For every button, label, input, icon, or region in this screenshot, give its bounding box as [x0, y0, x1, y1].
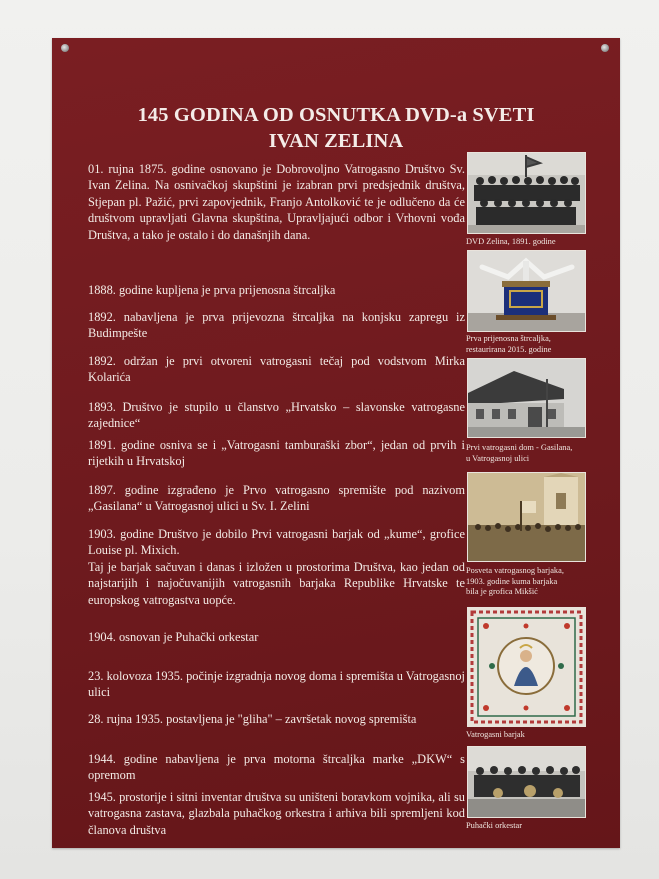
caption-line: Prva prijenosna štrcaljka, [466, 334, 551, 343]
entry-text: 28. rujna 1935. postavljena je "gliha" – završetak novog spremišta [88, 712, 417, 726]
entry-text: 1892. nabavljena je prva prijevozna štrcaljka na konjsku zapregu iz Budimpešte [88, 310, 465, 341]
poster-board [52, 38, 620, 848]
photo-caption: Vatrogasni barjak [466, 730, 525, 739]
timeline-entry [88, 309, 465, 342]
caption-line: Posveta vatrogasnog barjaka, [466, 566, 564, 575]
timeline-entry [88, 437, 465, 470]
entry-text: 1897. godine izgrađeno je Prvo vatrogasno spremište pod nazivom „Gasilana“ u Vatrogasnoj ulici u Sv. I. Zelini [88, 483, 465, 514]
entry-text: 1891. godine osniva se i „Vatrogasni tamburaški zbor“, jedan od prvih i rijetkih u Hrvatskoj [88, 438, 465, 469]
entry-text: 1892. održan je prvi otvoreni vatrogasni tečaj pod vodstvom Mirka Kolarića [88, 354, 465, 385]
entry-text: 1904. osnovan je Puhački orkestar [88, 630, 259, 644]
title-line: IVAN ZELINA [268, 130, 404, 152]
entry-text: 1945. prostorije i sitni inventar društva su uništeni boravkom vojnika, ali su vatrogasna zastava, glazbala puhačkog orkestra i arhiva bili spremljeni kod članova društva [88, 790, 465, 837]
timeline-entry [88, 629, 465, 645]
photo-caption [466, 334, 590, 355]
timeline-entry [88, 711, 465, 727]
fire-brigade-flag-photo [467, 607, 586, 727]
group-photo-1891 [467, 152, 586, 234]
gasilana-building-photo [467, 358, 586, 438]
timeline-entry [88, 751, 465, 784]
caption-line: 1903. godine kuma barjaka [466, 576, 558, 586]
timeline-entry [88, 161, 465, 243]
flag-consecration-photo [467, 472, 586, 562]
poster-title [52, 102, 620, 154]
entry-text: 1944. godine nabavljena je prva motorna štrcaljka marke „DKW“ s opremom [88, 752, 465, 783]
brass-orchestra-photo [467, 746, 586, 818]
timeline-entry [88, 526, 465, 608]
timeline-entry [88, 668, 465, 701]
entry-text: Taj je barjak sačuvan i danas i izložen u prostorima Društva, kao jedan od najstarijih i najočuvanijih vatrogasnih barjaka Republike Hrvatske te europskog vatrogastva uopće. [88, 559, 465, 607]
photo-caption: Puhački orkestar [466, 821, 523, 830]
caption-line: Prvi vatrogasni dom - Gasilana, [466, 443, 573, 452]
caption-line: restaurirana 2015. godine [466, 344, 552, 354]
entry-text: 1888. godine kupljena je prva prijenosna štrcaljka [88, 283, 336, 297]
timeline-entry [88, 282, 465, 298]
photo-caption [466, 443, 590, 464]
board-screw [61, 44, 69, 52]
title-line: 145 GODINA OD OSNUTKA DVD-a SVETI [137, 104, 535, 126]
timeline-entry [88, 789, 465, 838]
board-screw [601, 44, 609, 52]
entry-text: 1893. Društvo je stupilo u članstvo „Hrvatsko – slavonske vatrogasne zajednice“ [88, 400, 465, 431]
entry-text: 23. kolovoza 1935. počinje izgradnja novog doma i spremišta u Vatrogasnoj ulici [88, 669, 465, 700]
caption-line: bila je grofica Mikšić [466, 587, 538, 596]
timeline-entry [88, 482, 465, 515]
portable-pump-photo [467, 250, 586, 332]
entry-text: 1903. godine Društvo je dobilo Prvi vatrogasni barjak od „kume“, grofice Louise pl. Mixich. [88, 527, 465, 558]
photo-caption [466, 566, 590, 598]
entry-text: 01. rujna 1875. godine osnovano je Dobrovoljno Vatrogasno Društvo Sv. Ivan Zelina. Na osnivačkoj skupštini je izabran prvi predsjednik društva, Stjepan pl. Pažić, prvi zapovjednik, Franjo Antolković te je odlučeno da će društvom upravljati Glavna skupština, Upravljajući odbor i Vrhovni vođa Društva, a tako je ostalo i do današnjih dana. [88, 162, 465, 242]
photo-caption: DVD Zelina, 1891. godine [466, 237, 556, 246]
caption-line: u Vatrogasnoj ulici [466, 453, 530, 463]
timeline-entry [88, 399, 465, 432]
timeline-entry [88, 353, 465, 386]
